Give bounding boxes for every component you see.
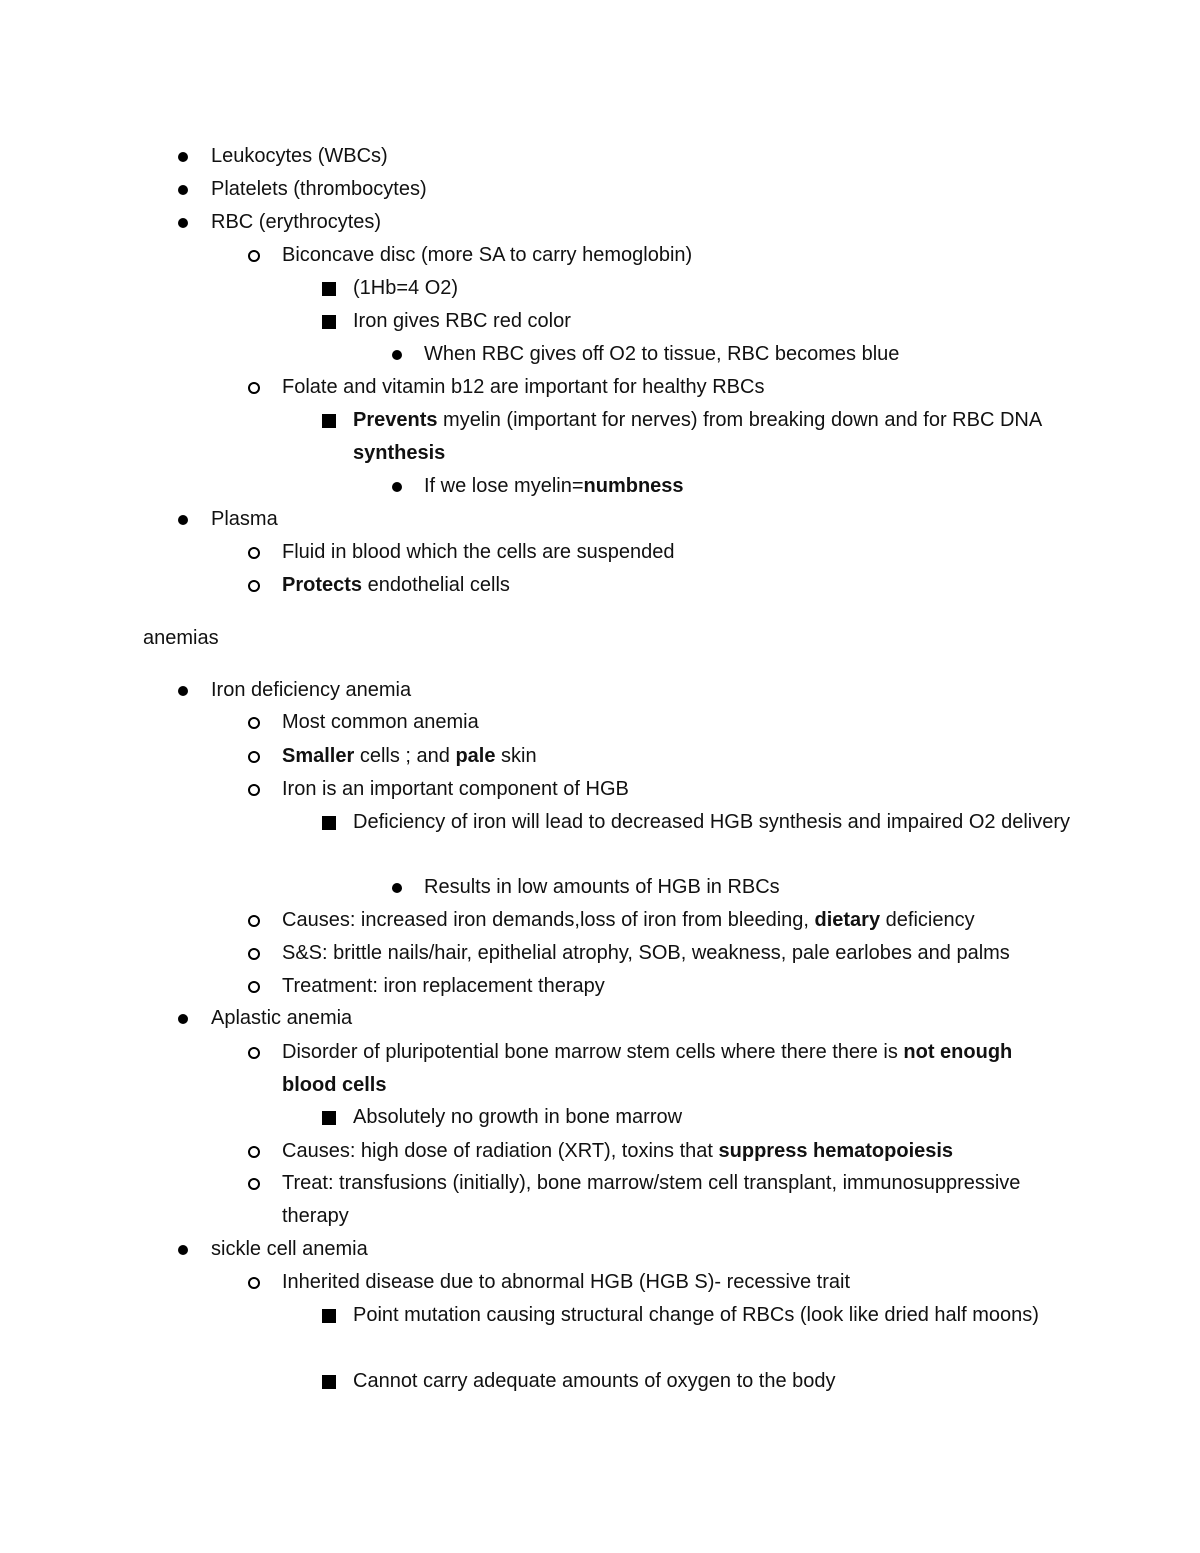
- text-run: Iron gives RBC red color: [353, 310, 571, 332]
- bullet-circle-icon: [248, 580, 260, 592]
- list-item-myelin: [0, 404, 1200, 470]
- bold-text: dietary: [814, 909, 881, 931]
- text-run: Causes: high dose of radiation (XRT), toxins that: [282, 1140, 719, 1162]
- bullet-circle-icon: [248, 751, 260, 763]
- bullet-circle-icon: [248, 1277, 260, 1289]
- text-run: Iron is an important component of HGB: [282, 778, 629, 800]
- text-run: Absolutely no growth in bone marrow: [353, 1106, 683, 1128]
- list-item-text: [211, 1233, 1071, 1266]
- text-run: Inherited disease due to abnormal HGB (HGB S)- recessive trait: [282, 1271, 851, 1293]
- list-item-hb-o2: [0, 272, 1200, 305]
- list-item-text: [282, 239, 1072, 272]
- list-item-aplastic-treat: [0, 1167, 1200, 1233]
- list-item-text: [211, 503, 1071, 536]
- bold-text: pale: [455, 745, 496, 767]
- bullet-disc-icon: [178, 1014, 188, 1024]
- list-item-no-growth: [0, 1101, 1200, 1134]
- text-run: Treatment: iron replacement therapy: [282, 975, 605, 997]
- list-item-text: [282, 1266, 1072, 1299]
- list-item-text: [211, 206, 1071, 239]
- list-item-text: [282, 740, 1072, 773]
- list-item-platelets: [0, 173, 1200, 206]
- bold-text: Smaller: [282, 745, 355, 767]
- bullet-circle-icon: [248, 1146, 260, 1158]
- bullet-square-icon: [322, 414, 336, 428]
- list-item-biconcave: [0, 239, 1200, 272]
- text-run: skin: [495, 745, 537, 767]
- list-item-text: [282, 536, 1072, 569]
- list-item-iron-ss: [0, 937, 1200, 970]
- bullet-disc-icon: [392, 482, 402, 492]
- list-item-text: [211, 1002, 1071, 1035]
- list-item-text: [282, 1167, 1072, 1233]
- text-run: myelin (important for nerves) from breaking down and for RBC DNA: [437, 409, 1042, 431]
- list-item-low-hgb: [0, 871, 1200, 904]
- list-item-wbc: [0, 140, 1200, 173]
- list-item-aplastic: [0, 1002, 1200, 1035]
- text-run: deficiency: [880, 909, 975, 931]
- list-item-text: [211, 140, 1071, 173]
- list-item-text: [282, 773, 1072, 806]
- list-item-text: [282, 1036, 1072, 1102]
- bold-text: not enough blood cells: [282, 1041, 1013, 1096]
- list-item-text: [211, 173, 1071, 206]
- list-item-text: [282, 706, 1072, 739]
- text-run: Results in low amounts of HGB in RBCs: [424, 876, 780, 898]
- text-run: Treat: transfusions (initially), bone marrow/stem cell transplant, immunosuppressive therapy: [282, 1172, 1021, 1227]
- list-item-rbc-blue: [0, 338, 1200, 371]
- list-item-disorder: [0, 1036, 1200, 1102]
- bullet-disc-icon: [178, 1245, 188, 1255]
- bullet-disc-icon: [178, 515, 188, 525]
- list-item-text: [353, 305, 1073, 338]
- bullet-square-icon: [322, 1375, 336, 1389]
- list-item-text: [353, 1365, 1073, 1398]
- list-item-text: [424, 871, 1074, 904]
- bullet-circle-icon: [248, 981, 260, 993]
- bullet-circle-icon: [248, 948, 260, 960]
- list-item-text: [282, 371, 1072, 404]
- list-item-smaller: [0, 740, 1200, 773]
- bullet-disc-icon: [392, 883, 402, 893]
- list-item-text: [282, 904, 1072, 937]
- text-run: (1Hb=4 O2): [353, 277, 459, 299]
- bold-text: Protects: [282, 574, 363, 596]
- text-run: Disorder of pluripotential bone marrow stem cells where there there is: [282, 1041, 904, 1063]
- list-item-text: [282, 970, 1072, 1003]
- list-item-text: [211, 674, 1071, 707]
- list-item-inherited: [0, 1266, 1200, 1299]
- list-item-text: [282, 569, 1072, 602]
- list-item-numbness: [0, 470, 1200, 503]
- list-item-text: [353, 806, 1073, 839]
- bold-text: Prevents: [353, 409, 438, 431]
- list-item-aplastic-causes: [0, 1135, 1200, 1168]
- bold-text: suppress hematopoiesis: [718, 1140, 954, 1162]
- list-item-iron-red: [0, 305, 1200, 338]
- text-run: When RBC gives off O2 to tissue, RBC becomes blue: [424, 343, 900, 365]
- bullet-circle-icon: [248, 717, 260, 729]
- list-item-sickle: [0, 1233, 1200, 1266]
- list-item-text: [424, 338, 1074, 371]
- bullet-square-icon: [322, 1309, 336, 1323]
- list-item-oxygen: [0, 1365, 1200, 1398]
- list-item-point-mutation: [0, 1299, 1200, 1332]
- bullet-square-icon: [322, 1111, 336, 1125]
- text-run: Point mutation causing structural change of RBCs (look like dried half moons): [353, 1304, 1039, 1326]
- text-run: Biconcave disc (more SA to carry hemoglobin): [282, 244, 693, 266]
- text-run: Iron deficiency anemia: [211, 679, 412, 701]
- text-run: sickle cell anemia: [211, 1238, 368, 1260]
- bullet-circle-icon: [248, 915, 260, 927]
- list-item-iron-causes: [0, 904, 1200, 937]
- text-run: Platelets (thrombocytes): [211, 178, 427, 200]
- list-item-text: [353, 272, 1073, 305]
- list-item-protects: [0, 569, 1200, 602]
- text-run: If we lose myelin=: [424, 475, 584, 497]
- bullet-disc-icon: [178, 185, 188, 195]
- list-item-fluid: [0, 536, 1200, 569]
- text-run: Most common anemia: [282, 711, 479, 733]
- text-run: cells ; and: [354, 745, 456, 767]
- text-run: Deficiency of iron will lead to decreased HGB synthesis and impaired O2 delivery: [353, 811, 1071, 833]
- text-run: S&S: brittle nails/hair, epithelial atrophy, SOB, weakness, pale earlobes and palms: [282, 942, 1010, 964]
- bold-text: numbness: [583, 475, 684, 497]
- text-run: Fluid in blood which the cells are suspended: [282, 541, 675, 563]
- bullet-disc-icon: [178, 152, 188, 162]
- list-item-text: [282, 1135, 1072, 1168]
- text-run: RBC (erythrocytes): [211, 211, 382, 233]
- bullet-square-icon: [322, 282, 336, 296]
- bullet-circle-icon: [248, 784, 260, 796]
- list-item-text: [353, 1101, 1073, 1134]
- list-item-rbc: [0, 206, 1200, 239]
- list-item-most-common: [0, 706, 1200, 739]
- bullet-circle-icon: [248, 1047, 260, 1059]
- list-item-text: [353, 404, 1073, 470]
- bullet-circle-icon: [248, 382, 260, 394]
- text-run: Causes: increased iron demands,loss of iron from bleeding,: [282, 909, 815, 931]
- list-item-text: [353, 1299, 1073, 1332]
- list-item-plasma: [0, 503, 1200, 536]
- section-heading: anemias: [143, 627, 219, 649]
- bullet-circle-icon: [248, 250, 260, 262]
- bullet-circle-icon: [248, 1178, 260, 1190]
- text-run: Aplastic anemia: [211, 1007, 353, 1029]
- bullet-disc-icon: [178, 686, 188, 696]
- bullet-square-icon: [322, 315, 336, 329]
- text-run: endothelial cells: [362, 574, 510, 596]
- list-item-iron-treatment: [0, 970, 1200, 1003]
- list-item-text: [282, 937, 1072, 970]
- text-run: Leukocytes (WBCs): [211, 145, 388, 167]
- bullet-square-icon: [322, 816, 336, 830]
- bullet-circle-icon: [248, 547, 260, 559]
- list-item-folate: [0, 371, 1200, 404]
- text-run: Folate and vitamin b12 are important for healthy RBCs: [282, 376, 765, 398]
- list-item-text: [424, 470, 1074, 503]
- list-item-iron-anemia: [0, 674, 1200, 707]
- bullet-disc-icon: [392, 350, 402, 360]
- text-run: Plasma: [211, 508, 278, 530]
- list-item-deficiency: [0, 806, 1200, 839]
- text-run: Cannot carry adequate amounts of oxygen to the body: [353, 1370, 836, 1392]
- bullet-disc-icon: [178, 218, 188, 228]
- list-item-iron-hgb: [0, 773, 1200, 806]
- bold-text: synthesis: [353, 442, 446, 464]
